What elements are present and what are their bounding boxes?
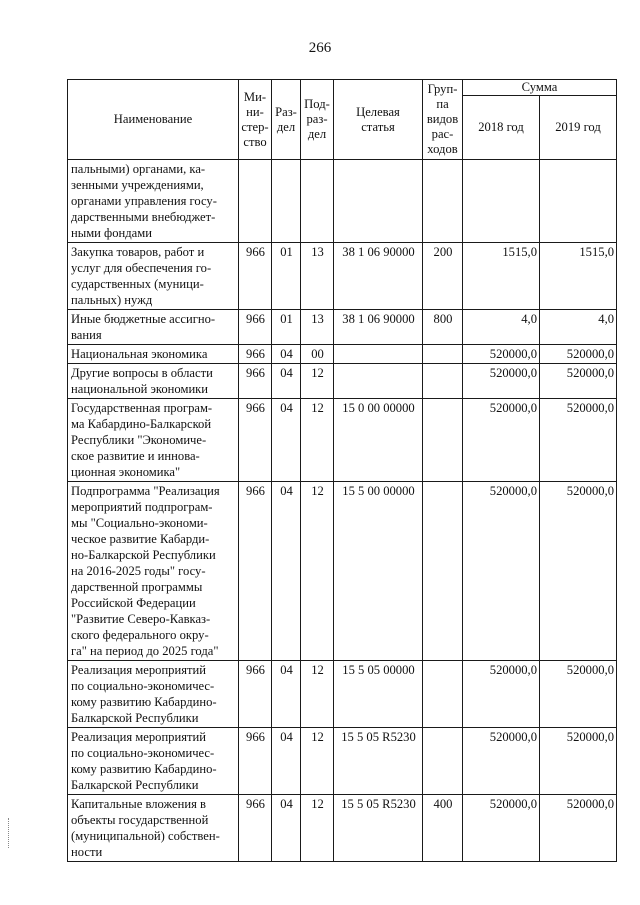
cell-ministry: 966: [239, 399, 272, 482]
header-section: Раз- дел: [272, 80, 301, 160]
cell-name: Реализация мероприятий по социально-экономичес- кому развитию Кабардино- Балкарской Республики: [68, 728, 239, 795]
cell-subsection: 12: [301, 795, 334, 862]
cell-subsection: 00: [301, 345, 334, 364]
cell-target-article: 38 1 06 90000: [334, 243, 423, 310]
cell-expense-group: 800: [423, 310, 463, 345]
cell-target-article: 38 1 06 90000: [334, 310, 423, 345]
cell-sum-2018: 520000,0: [463, 795, 540, 862]
cell-expense-group: [423, 345, 463, 364]
cell-expense-group: 200: [423, 243, 463, 310]
cell-subsection: 12: [301, 728, 334, 795]
table-row: [68, 795, 617, 862]
cell-ministry: [239, 160, 272, 243]
cell-expense-group: 400: [423, 795, 463, 862]
cell-target-article: 15 0 00 00000: [334, 399, 423, 482]
cell-sum-2018: 520000,0: [463, 345, 540, 364]
cell-sum-2018: 520000,0: [463, 728, 540, 795]
cell-expense-group: [423, 661, 463, 728]
cell-sum-2018: [463, 160, 540, 243]
cell-section: 04: [272, 795, 301, 862]
cell-sum-2019: 520000,0: [540, 661, 617, 728]
cell-subsection: 12: [301, 482, 334, 661]
cell-target-article: 15 5 05 00000: [334, 661, 423, 728]
cell-expense-group: [423, 728, 463, 795]
cell-subsection: 13: [301, 243, 334, 310]
table-header: [68, 80, 617, 160]
cell-subsection: 13: [301, 310, 334, 345]
cell-name: Подпрограмма "Реализация мероприятий подпрограм- мы "Социально-экономи- ческое развитие Кабарди- но-Балкарской Республики на 2016-2025 годы" госу- дарственной программы Российской Федерации "Развитие Северо-Кавказ- ского федерального окру- га" на период до 2025 года": [68, 482, 239, 661]
cell-sum-2019: 520000,0: [540, 482, 617, 661]
cell-subsection: 12: [301, 661, 334, 728]
cell-sum-2019: [540, 160, 617, 243]
cell-sum-2019: 520000,0: [540, 728, 617, 795]
header-ministry: Ми- ни- стер- ство: [239, 80, 272, 160]
cell-name: Капитальные вложения в объекты государственной (муниципальной) собствен- ности: [68, 795, 239, 862]
cell-subsection: [301, 160, 334, 243]
cell-name: Иные бюджетные ассигно- вания: [68, 310, 239, 345]
cell-ministry: 966: [239, 345, 272, 364]
cell-ministry: 966: [239, 728, 272, 795]
cell-expense-group: [423, 364, 463, 399]
cell-section: 01: [272, 243, 301, 310]
cell-subsection: 12: [301, 399, 334, 482]
cell-ministry: 966: [239, 795, 272, 862]
cell-target-article: 15 5 05 R5230: [334, 728, 423, 795]
cell-sum-2018: 1515,0: [463, 243, 540, 310]
table-row: [68, 399, 617, 482]
header-target-article: Целевая статья: [334, 80, 423, 160]
margin-mark: [8, 818, 12, 848]
cell-sum-2018: 520000,0: [463, 364, 540, 399]
cell-section: 04: [272, 364, 301, 399]
cell-sum-2019: 520000,0: [540, 795, 617, 862]
cell-ministry: 966: [239, 310, 272, 345]
cell-section: 04: [272, 399, 301, 482]
cell-target-article: [334, 345, 423, 364]
table-row: [68, 728, 617, 795]
cell-sum-2019: 520000,0: [540, 399, 617, 482]
table-row: [68, 661, 617, 728]
cell-name: Государственная програм- ма Кабардино-Балкарской Республики "Экономиче- ское развитие и иннова- ционная экономика": [68, 399, 239, 482]
cell-expense-group: [423, 160, 463, 243]
cell-sum-2018: 520000,0: [463, 482, 540, 661]
cell-sum-2018: 4,0: [463, 310, 540, 345]
cell-name: Реализация мероприятий по социально-экономичес- кому развитию Кабардино- Балкарской Республики: [68, 661, 239, 728]
cell-name: Другие вопросы в области национальной экономики: [68, 364, 239, 399]
cell-section: 04: [272, 482, 301, 661]
cell-subsection: 12: [301, 364, 334, 399]
page-number: 266: [308, 40, 332, 56]
table-row: [68, 243, 617, 310]
cell-expense-group: [423, 482, 463, 661]
cell-target-article: [334, 160, 423, 243]
cell-ministry: 966: [239, 243, 272, 310]
cell-expense-group: [423, 399, 463, 482]
cell-name: Закупка товаров, работ и услуг для обеспечения го- сударственных (муници- пальных) нужд: [68, 243, 239, 310]
table-row: [68, 482, 617, 661]
header-expense-group: Груп- па видов рас- ходов: [423, 80, 463, 160]
table-row: [68, 345, 617, 364]
cell-name: Национальная экономика: [68, 345, 239, 364]
cell-section: 01: [272, 310, 301, 345]
cell-ministry: 966: [239, 661, 272, 728]
table-body: [68, 160, 617, 862]
header-year-2019: 2019 год: [540, 96, 617, 160]
header-name: Наименование: [68, 80, 239, 160]
table-row: [68, 160, 617, 243]
header-subsection: Под- раз- дел: [301, 80, 334, 160]
cell-name: пальными) органами, ка- зенными учреждениями, органами управления госу- дарственными внебюджет- ными фондами: [68, 160, 239, 243]
cell-section: 04: [272, 728, 301, 795]
cell-sum-2018: 520000,0: [463, 661, 540, 728]
cell-section: 04: [272, 661, 301, 728]
table-row: [68, 310, 617, 345]
table-row: [68, 364, 617, 399]
cell-ministry: 966: [239, 364, 272, 399]
cell-target-article: 15 5 00 00000: [334, 482, 423, 661]
budget-table: [67, 79, 617, 862]
cell-sum-2019: 4,0: [540, 310, 617, 345]
cell-sum-2018: 520000,0: [463, 399, 540, 482]
cell-sum-2019: 520000,0: [540, 364, 617, 399]
cell-sum-2019: 520000,0: [540, 345, 617, 364]
cell-sum-2019: 1515,0: [540, 243, 617, 310]
cell-section: 04: [272, 345, 301, 364]
cell-target-article: 15 5 05 R5230: [334, 795, 423, 862]
cell-ministry: 966: [239, 482, 272, 661]
cell-target-article: [334, 364, 423, 399]
cell-section: [272, 160, 301, 243]
header-year-2018: 2018 год: [463, 96, 540, 160]
header-sum: Сумма: [463, 80, 617, 96]
